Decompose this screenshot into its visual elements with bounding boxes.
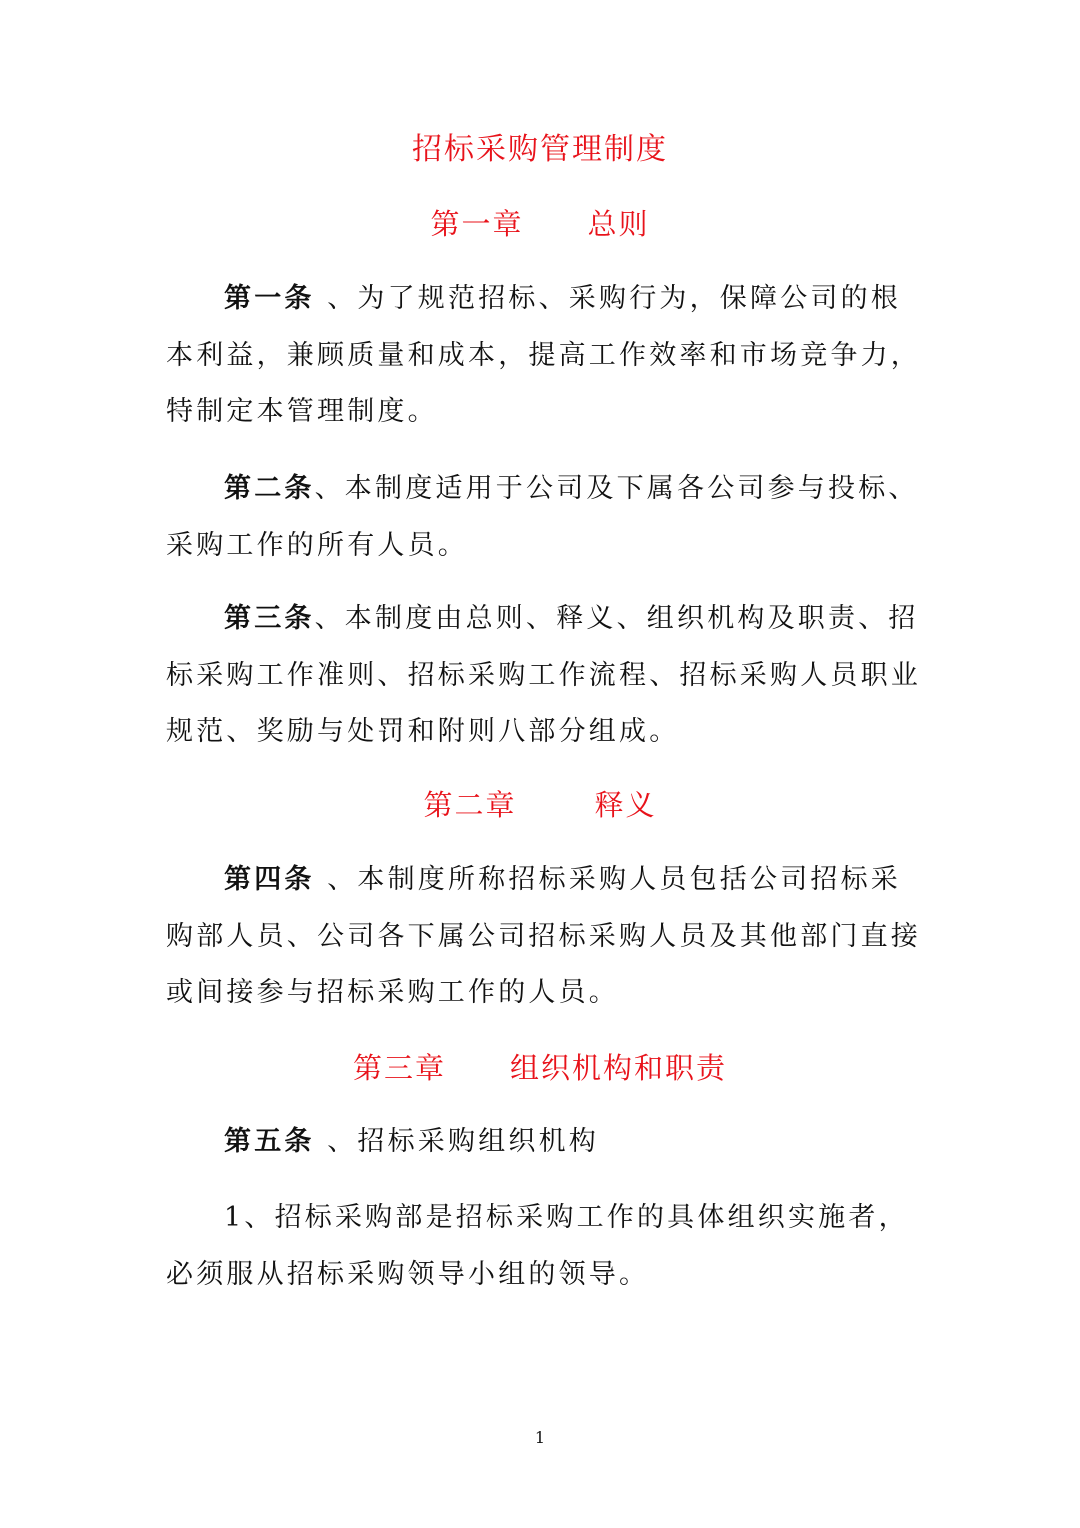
article-lead: 第二条: [224, 473, 315, 504]
article-lead: 第五条: [224, 1126, 328, 1157]
chapter-name: 释义: [594, 788, 657, 822]
article-text: 、本制度适用于公司及下属各公司参与投标、采购工作的所有人员。: [166, 473, 919, 561]
chapter-heading-1: [0, 200, 1080, 248]
article-lead: 第四条: [224, 864, 328, 895]
document-title: 招标采购管理制度: [412, 132, 668, 167]
chapter-heading-2: [0, 781, 1080, 829]
article-lead: 第三条: [224, 603, 315, 634]
article-text: 、本制度由总则、释义、组织机构及职责、招标采购工作准则、招标采购工作流程、招标采购人员职业规范、奖励与处罚和附则八部分组成。: [166, 603, 921, 747]
article-2: [166, 461, 926, 574]
chapter-name: 总则: [587, 207, 650, 241]
article-text: 、招标采购组织机构: [327, 1126, 600, 1157]
article-5: [166, 1114, 926, 1171]
article-text: 1、招标采购部是招标采购工作的具体组织实施者，必须服从招标采购领导小组的领导。: [166, 1202, 909, 1290]
chapter-label: 第一章: [430, 207, 524, 241]
chapter-heading-3: [0, 1044, 1080, 1092]
chapter-label: 第三章: [352, 1051, 446, 1085]
article-text: 、为了规范招标、采购行为，保障公司的根本利益，兼顾质量和成本，提高工作效率和市场竞争力，特制定本管理制度。: [166, 283, 921, 427]
article-text: 、本制度所称招标采购人员包括公司招标采购部人员、公司各下属公司招标采购人员及其他部门直接或间接参与招标采购工作的人员。: [166, 864, 921, 1008]
article-1: [166, 271, 926, 441]
article-4: [166, 852, 926, 1022]
chapter-name: 组织机构和职责: [510, 1051, 728, 1085]
article-lead: 第一条: [224, 283, 328, 314]
article-5-item-1: [166, 1190, 926, 1303]
page-number: 1: [534, 1428, 546, 1447]
chapter-label: 第二章: [423, 788, 517, 822]
article-3: [166, 591, 926, 761]
